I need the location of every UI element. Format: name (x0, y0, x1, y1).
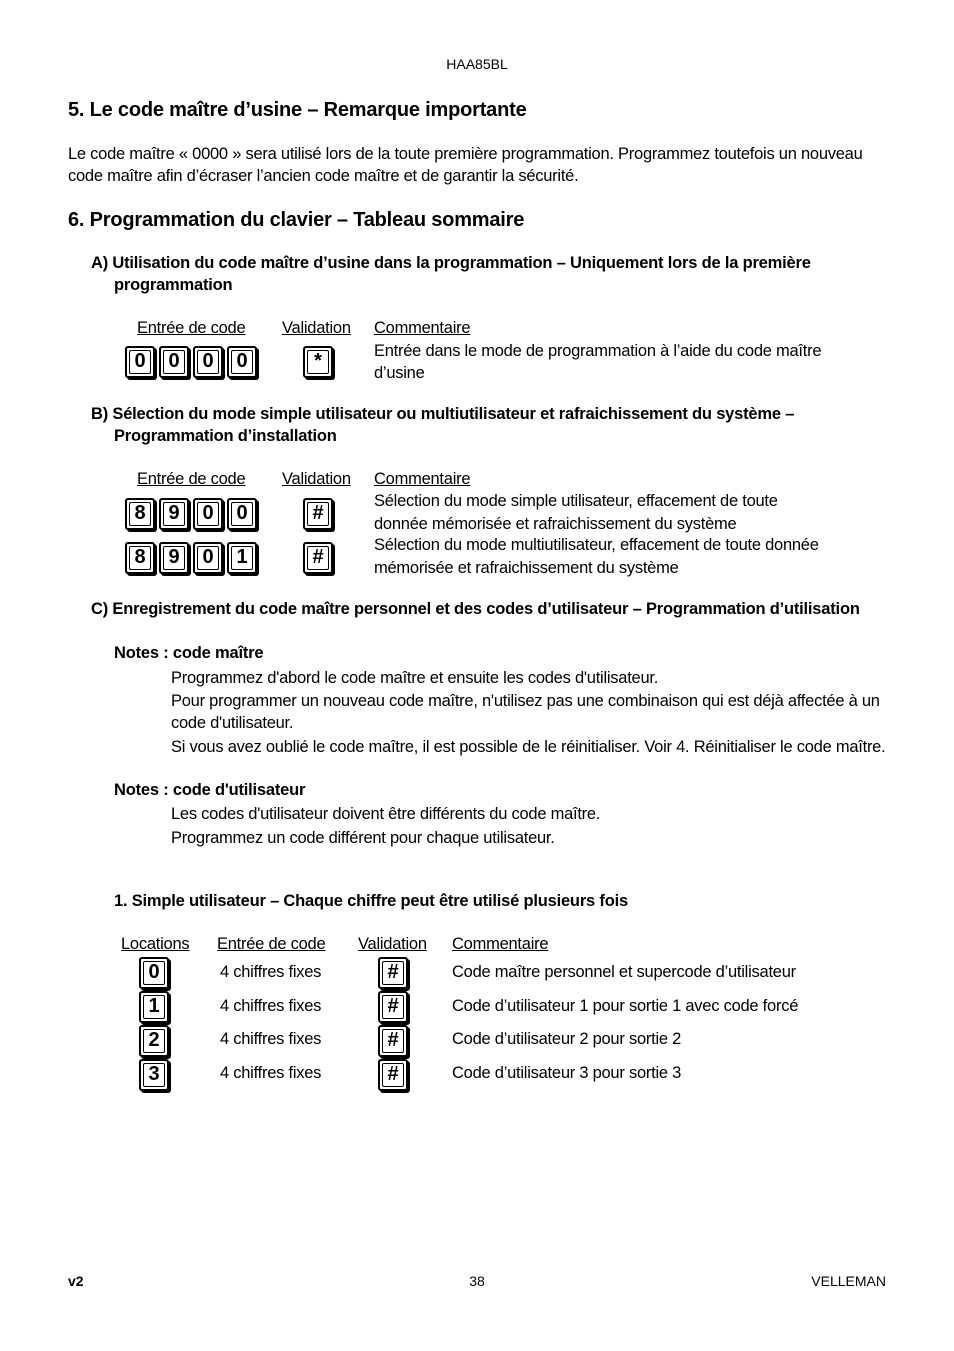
notes-master-line-4: Si vous avez oublié le code maître, il est possible de le réinitialiser. Voir 4. Réinitialiser le code maître. (171, 738, 886, 756)
keypad-hash-key-icon: # (378, 1059, 408, 1091)
b-row-2-code-keys (125, 542, 261, 574)
b-row-1-comment-line-1: Sélection du mode simple utilisateur, effacement de toute (374, 492, 778, 510)
footer-brand: VELLEMAN (811, 1273, 886, 1289)
subsection-a-title-2: programmation (114, 276, 233, 294)
notes-master-line-3: code d'utilisateur. (171, 714, 294, 732)
a-comment-line-2: d’usine (374, 364, 425, 382)
single-row-2-location-key (139, 1025, 173, 1057)
notes-master-line-1: Programmez d'abord le code maître et ensuite les codes d'utilisateur. (171, 669, 659, 687)
single-row-3-comment: Code d’utilisateur 3 pour sortie 3 (452, 1064, 682, 1082)
b-row-2-validation-key (303, 542, 337, 574)
keypad-hash-key-icon: # (378, 991, 408, 1023)
b-col-comment-header: Commentaire (374, 470, 471, 488)
keypad-key-icon: 0 (227, 346, 257, 378)
single-row-0-validation-key (378, 957, 412, 989)
single-row-1-comment: Code d’utilisateur 1 pour sortie 1 avec code forcé (452, 997, 799, 1015)
single-row-0-location-key (139, 957, 173, 989)
a-col-comment-header: Commentaire (374, 319, 471, 337)
b-row-2-comment-line-1: Sélection du mode multiutilisateur, effacement de toute donnée (374, 536, 819, 554)
keypad-key-icon: 0 (227, 498, 257, 530)
footer-page-number: 38 (469, 1273, 485, 1289)
section-5-line-2: code maître afin d’écraser l’ancien code maître et de garantir la sécurité. (68, 167, 579, 185)
a-col-validation-header: Validation (282, 319, 351, 337)
keypad-key-icon: 0 (159, 346, 189, 378)
a-validation-key (303, 346, 337, 378)
section-6-title: 6. Programmation du clavier – Tableau sommaire (68, 209, 525, 231)
subsection-b-title-2: Programmation d’installation (114, 427, 337, 445)
keypad-key-icon: 0 (125, 346, 155, 378)
keypad-key-icon: 3 (139, 1059, 169, 1091)
keypad-key-icon: 0 (193, 542, 223, 574)
keypad-key-icon: 8 (125, 542, 155, 574)
notes-user-title: Notes : code d'utilisateur (114, 781, 306, 799)
keypad-star-key-icon: * (303, 346, 333, 378)
single-row-0-code: 4 chiffres fixes (220, 963, 322, 981)
section-5-line-1: Le code maître « 0000 » sera utilisé lors de la toute première programmation. Programmez toutefois un nouveau (68, 145, 863, 163)
notes-user-line-2: Programmez un code différent pour chaque utilisateur. (171, 829, 555, 847)
keypad-key-icon: 0 (193, 346, 223, 378)
b-row-1-validation-key (303, 498, 337, 530)
a-code-keys (125, 346, 261, 378)
b-row-2-comment-line-2: mémorisée et rafraichissement du système (374, 559, 679, 577)
keypad-key-icon: 1 (227, 542, 257, 574)
page-header-model: HAA85BL (446, 56, 508, 72)
notes-user-line-1: Les codes d'utilisateur doivent être différents du code maître. (171, 805, 601, 823)
footer-version: v2 (68, 1273, 84, 1289)
keypad-key-icon: 0 (193, 498, 223, 530)
single-row-3-code: 4 chiffres fixes (220, 1064, 322, 1082)
subsection-a-title-1: A) Utilisation du code maître d’usine dans la programmation – Uniquement lors de la première (91, 254, 811, 272)
single-row-2-validation-key (378, 1025, 412, 1057)
notes-master-title: Notes : code maître (114, 644, 264, 662)
subsection-c-title: C) Enregistrement du code maître personnel et des codes d’utilisateur – Programmation d’utilisation (91, 600, 860, 618)
keypad-hash-key-icon: # (303, 498, 333, 530)
section-5-title: 5. Le code maître d’usine – Remarque importante (68, 99, 527, 121)
single-row-1-location-key (139, 991, 173, 1023)
single-row-2-code: 4 chiffres fixes (220, 1030, 322, 1048)
b-row-1-comment-line-2: donnée mémorisée et rafraichissement du système (374, 515, 737, 533)
subsection-b-title-1: B) Sélection du mode simple utilisateur ou multiutilisateur et rafraichissement du système – (91, 405, 795, 423)
single-row-1-validation-key (378, 991, 412, 1023)
single-row-2-comment: Code d’utilisateur 2 pour sortie 2 (452, 1030, 682, 1048)
single-row-1-code: 4 chiffres fixes (220, 997, 322, 1015)
single-row-0-comment: Code maître personnel et supercode d’utilisateur (452, 963, 796, 981)
notes-master-line-2: Pour programmer un nouveau code maître, n'utilisez pas une combinaison qui est déjà affectée à un (171, 692, 880, 710)
a-col-code-header: Entrée de code (137, 319, 246, 337)
keypad-key-icon: 1 (139, 991, 169, 1023)
single-col-comment-header: Commentaire (452, 935, 549, 953)
single-user-title: 1. Simple utilisateur – Chaque chiffre peut être utilisé plusieurs fois (114, 892, 628, 910)
b-col-validation-header: Validation (282, 470, 351, 488)
single-row-3-validation-key (378, 1059, 412, 1091)
keypad-hash-key-icon: # (378, 957, 408, 989)
keypad-hash-key-icon: # (303, 542, 333, 574)
keypad-key-icon: 0 (139, 957, 169, 989)
keypad-hash-key-icon: # (378, 1025, 408, 1057)
keypad-key-icon: 8 (125, 498, 155, 530)
single-col-validation-header: Validation (358, 935, 427, 953)
b-col-code-header: Entrée de code (137, 470, 246, 488)
single-col-locations-header: Locations (121, 935, 190, 953)
a-comment-line-1: Entrée dans le mode de programmation à l’aide du code maître (374, 342, 822, 360)
keypad-key-icon: 2 (139, 1025, 169, 1057)
single-col-code-header: Entrée de code (217, 935, 326, 953)
keypad-key-icon: 9 (159, 542, 189, 574)
single-row-3-location-key (139, 1059, 173, 1091)
b-row-1-code-keys (125, 498, 261, 530)
keypad-key-icon: 9 (159, 498, 189, 530)
